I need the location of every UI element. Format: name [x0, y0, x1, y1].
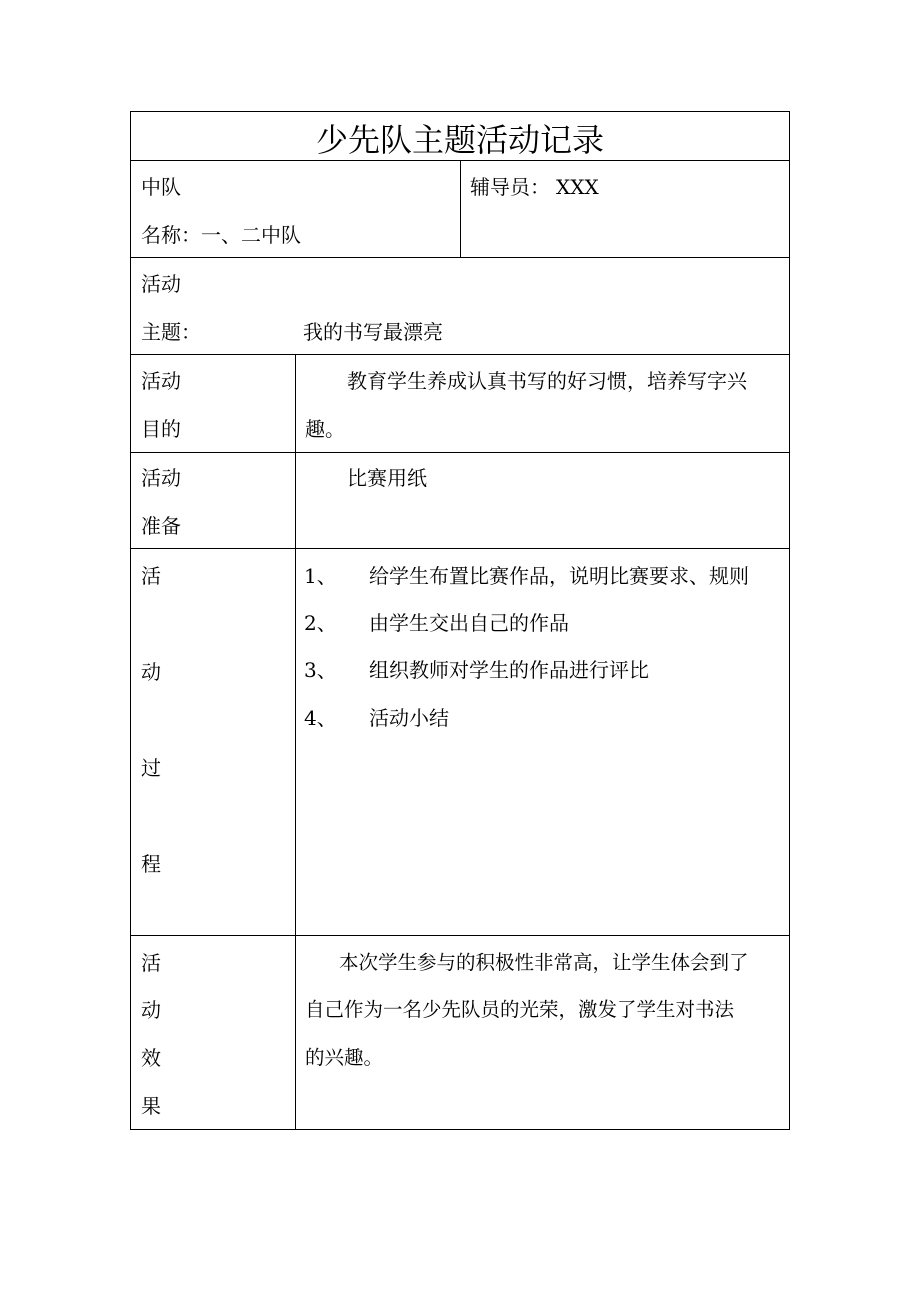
effect-label-char: 动	[141, 998, 161, 1022]
row-divider	[131, 548, 789, 549]
process-step-text: 活动小结	[369, 706, 449, 730]
preparation-label-line1: 活动	[141, 466, 181, 490]
effect-text-line3: 的兴趣。	[305, 1046, 384, 1069]
activity-record-form	[130, 111, 790, 1130]
counselor-value: XXX	[556, 175, 599, 199]
squad-name-label: 名称：	[141, 223, 201, 247]
form-title: 少先队主题活动记录	[315, 121, 604, 159]
effect-label-char: 果	[141, 1094, 161, 1118]
purpose-label-line1: 活动	[141, 369, 181, 393]
preparation-label-line2: 准备	[141, 514, 181, 538]
theme-value: 我的书写最漂亮	[303, 320, 443, 344]
row-divider	[131, 452, 789, 453]
counselor-label: 辅导员：	[470, 175, 550, 199]
effect-label-char: 效	[141, 1046, 161, 1070]
process-label-char: 过	[141, 756, 161, 780]
process-label-char: 活	[141, 564, 161, 588]
theme-label-line2: 主题：	[141, 320, 201, 344]
process-step-number: 2、	[304, 611, 337, 635]
row-divider	[131, 257, 789, 258]
process-label-char: 程	[141, 852, 161, 876]
theme-label-line1: 活动	[141, 272, 181, 296]
effect-label-char: 活	[141, 951, 161, 975]
row-divider	[131, 935, 789, 936]
row-divider	[131, 354, 789, 355]
effect-text-line1: 本次学生参与的积极性非常高，让学生体会到了	[339, 951, 749, 974]
purpose-text-line1: 教育学生养成认真书写的好习惯，培养写字兴	[347, 369, 747, 393]
process-step-number: 1、	[304, 564, 337, 588]
squad-name-value: 一、二中队	[201, 223, 301, 247]
column-divider	[295, 354, 296, 1130]
purpose-label-line2: 目的	[141, 417, 181, 441]
process-step-text: 给学生布置比赛作品，说明比赛要求、规则	[369, 564, 749, 588]
purpose-text-line2: 趣。	[305, 417, 345, 441]
process-step-text: 组织教师对学生的作品进行评比	[369, 658, 649, 682]
effect-text-line2: 自己作为一名少先队员的光荣，激发了学生对书法	[305, 998, 735, 1021]
preparation-value: 比赛用纸	[347, 466, 427, 490]
process-step-number: 3、	[304, 658, 337, 682]
column-divider	[460, 160, 461, 257]
process-step-text: 由学生交出自己的作品	[369, 611, 569, 635]
process-label-char: 动	[141, 660, 161, 684]
squad-label: 中队	[141, 175, 181, 199]
process-step-number: 4、	[304, 706, 337, 730]
